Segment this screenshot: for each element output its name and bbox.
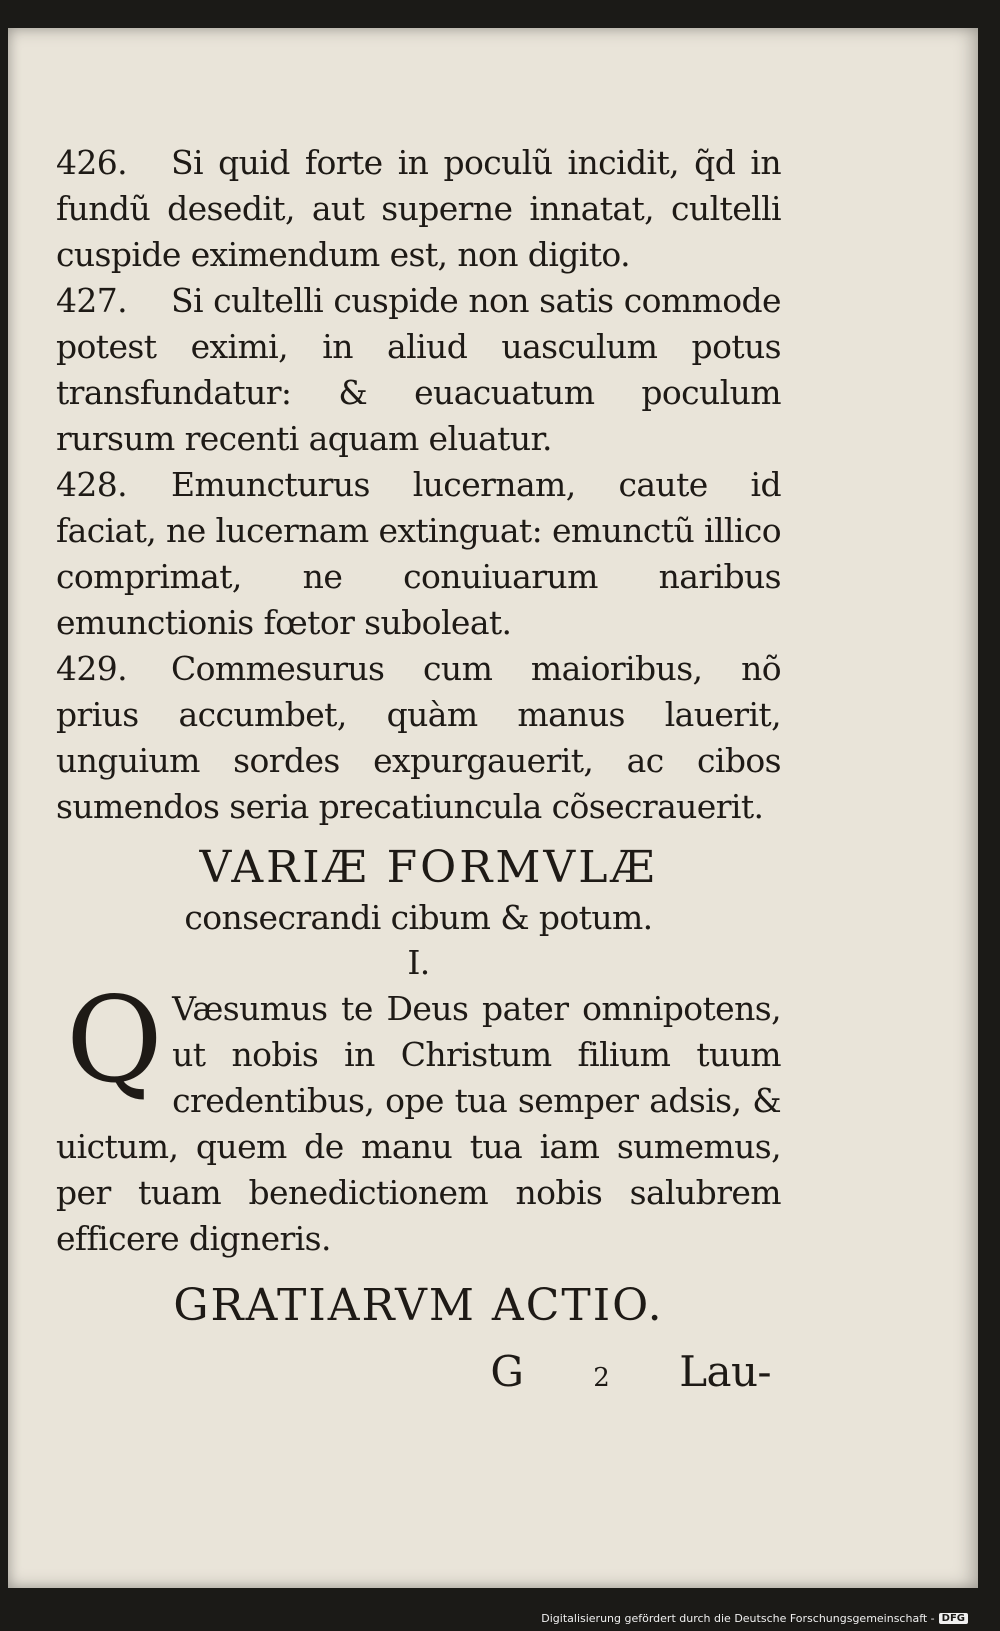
entry-number: 428. xyxy=(56,465,128,504)
prayer-text: Væsumus te Deus pater omnipotens, ut nobis in Christum filium tuum credentibus, ope tua semper adsis, & uictum, quem de manu tua iam sumemus, per tuam benedictionem nobis salubrem efficere digneris. xyxy=(56,989,781,1258)
dfg-logo: DFG xyxy=(939,1613,968,1624)
page-footer xyxy=(56,1342,781,1408)
entry-number: 427. xyxy=(56,281,128,320)
catchword: Lau- xyxy=(679,1347,771,1396)
entry-429 xyxy=(56,646,781,830)
entry-427 xyxy=(56,278,781,462)
page-text xyxy=(56,140,781,1408)
entry-428 xyxy=(56,462,781,646)
section-title: VARIÆ FORMVLÆ xyxy=(199,842,658,893)
entry-text: Si quid forte in poculũ incidit, q̃d in fundũ desedit, aut superne innatat, cultelli cuspide eximendum est, non digito. xyxy=(56,143,781,274)
signature-number: 2 xyxy=(593,1363,610,1393)
book-page xyxy=(8,28,978,1588)
entry-text: Si cultelli cuspide non satis commode potest eximi, in aliud uasculum potus transfundatur: & euacuatum poculum rursum recenti aquam eluatur. xyxy=(56,281,781,458)
entry-426 xyxy=(56,140,781,278)
entry-number: 429. xyxy=(56,649,128,688)
drop-cap: Q xyxy=(66,971,163,1109)
entry-text: Emuncturus lucernam, caute id faciat, ne lucernam extinguat: emunctũ illico comprimat, ne conuiuarum naribus emunctionis fœtor suboleat. xyxy=(56,465,781,642)
prayer-paragraph xyxy=(56,971,781,1262)
gratiarum-heading: GRATIARVM ACTIO. xyxy=(173,1280,664,1331)
entry-text: Commesurus cum maioribus, nõ prius accumbet, quàm manus lauerit, unguium sordes expurgauerit, ac cibos sumendos seria precatiuncula cõsecrauerit. xyxy=(56,649,781,826)
signature-mark: G xyxy=(490,1347,524,1396)
section-subtitle: consecrandi cibum & potum. xyxy=(184,898,653,937)
digitization-credit xyxy=(541,1612,968,1625)
credit-text: Digitalisierung gefördert durch die Deutsche Forschungsgemeinschaft - xyxy=(541,1612,935,1625)
entry-number: 426. xyxy=(56,143,128,182)
section-number: I. xyxy=(407,943,430,982)
